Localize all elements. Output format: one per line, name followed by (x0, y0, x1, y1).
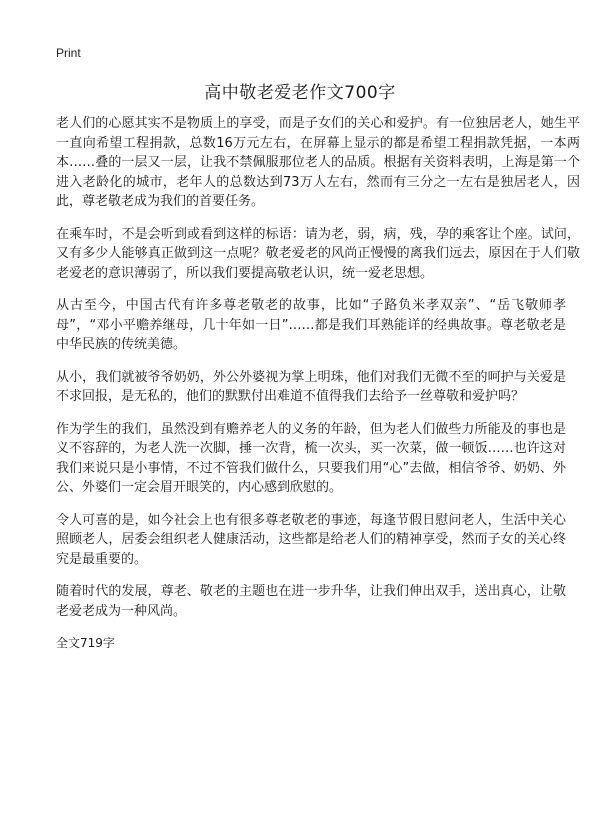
word-count: 全文719字 (56, 636, 115, 650)
paragraph: 从古至今，中国古代有许多尊老敬老的故事，比如“子路负米孝双亲”、“岳飞敬师孝母”，“邓小平赡养继母，几十年如一日”……都是我们耳熟能详的经典故事。尊老敬老是中华民族的传统美德。 (56, 298, 566, 352)
paragraph: 随着时代的发展，尊老、敬老的主题也在进一步升华，让我们伸出双手，送出真心，让敬老爱老成为一种风尚。 (56, 584, 566, 619)
article-body (56, 114, 580, 651)
page-title: 高中敬老爱老作文700字 (204, 83, 396, 103)
paragraph: 从小，我们就被爷爷奶奶，外公外婆视为掌上明珠，他们对我们无微不至的呵护与关爱是不求回报，是无私的，他们的默默付出难道不值得我们去给予一丝尊敬和爱护吗？ (56, 369, 566, 404)
paragraph: 作为学生的我们，虽然没到有赡养老人的义务的年龄，但为老人们做些力所能及的事也是义不容辞的，为老人洗一次脚，捶一次背，梳一次头，买一次菜，做一顿饭……也许这对我们来说只是小事情，不过不管我们做什么，只要我们用“心”去做，相信爷爷、奶奶、外公、外婆们一定会眉开眼笑的，内心感到欣慰的。 (56, 421, 566, 495)
paragraph: 老人们的心愿其实不是物质上的享受，而是子女们的关心和爱护。有一位独居老人，她生平一直向希望工程捐款，总数16万元左右，在屏幕上显示的都是希望工程捐款凭据，一本两本……叠的一层又一层，让我不禁佩服那位老人的品质。根据有关资料表明，上海是第一个进入老龄化的城市，老年人的总数达到73万人左右，然而有三分之一左右是独居老人，因此，尊老敬老成为我们的首要任务。 (56, 116, 580, 209)
print-link[interactable]: Print (56, 46, 81, 60)
paragraph: 在乘车时，不是会听到或看到这样的标语：请为老，弱，病，残，孕的乘客让个座。试问，又有多少人能够真正做到这一点呢？敬老爱老的风尚正慢慢的离我们远去，原因在于人们敬老爱老的意识薄弱了，所以我们要提高敬老认识，统一爱老思想。 (56, 226, 580, 281)
paragraph: 令人可喜的是，如今社会上也有很多尊老敬老的事迹，每逢节假日慰问老人，生活中关心照顾老人，居委会组织老人健康活动，这些都是给老人们的精神享受，然而子女的关心终究是最重要的。 (56, 512, 566, 567)
